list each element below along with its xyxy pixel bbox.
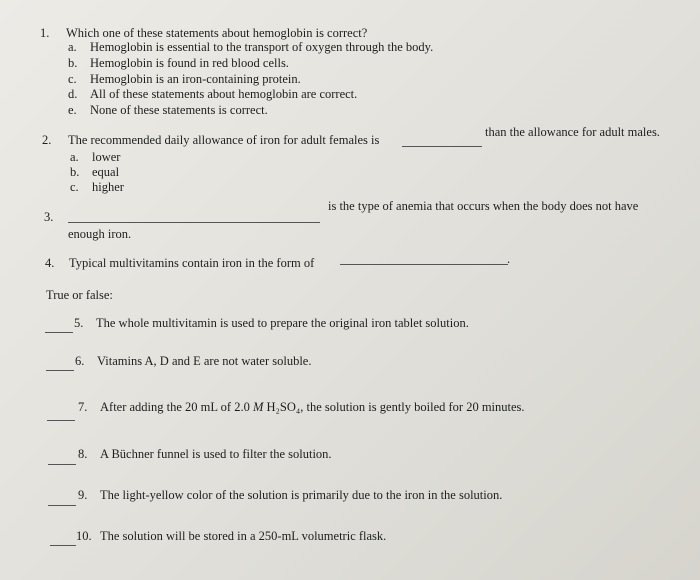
q9-number: 9. bbox=[78, 488, 88, 502]
question-3-number: 3. bbox=[44, 210, 54, 224]
question-2-text-after: than the allowance for adult males. bbox=[485, 125, 660, 139]
q7-text-pre: After adding the 20 mL of 2.0 bbox=[100, 400, 253, 414]
q1-option-e-letter: e. bbox=[68, 103, 77, 117]
question-2-text: The recommended daily allowance of iron for adult females is bbox=[68, 133, 380, 147]
q7-text bbox=[100, 400, 525, 415]
question-3-answer-blank[interactable] bbox=[68, 222, 320, 223]
q5-answer-blank[interactable] bbox=[45, 332, 73, 333]
true-false-heading: True or false: bbox=[46, 288, 113, 302]
q10-text: The solution will be stored in a 250-mL volumetric flask. bbox=[100, 529, 387, 543]
q1-option-a-letter: a. bbox=[68, 40, 77, 54]
q2-option-c-letter: c. bbox=[70, 180, 79, 194]
q1-option-d: All of these statements about hemoglobin are correct. bbox=[90, 87, 358, 101]
q10-number: 10. bbox=[76, 529, 92, 543]
q9-answer-blank[interactable] bbox=[48, 505, 76, 506]
q2-option-a: lower bbox=[92, 150, 121, 164]
question-4-answer-blank[interactable] bbox=[340, 264, 508, 265]
q1-option-c-letter: c. bbox=[68, 72, 77, 86]
q1-option-b: Hemoglobin is found in red blood cells. bbox=[90, 56, 289, 70]
q9-text: The light-yellow color of the solution is primarily due to the iron in the solution. bbox=[100, 488, 503, 502]
q10-answer-blank[interactable] bbox=[50, 545, 76, 546]
q1-option-c: Hemoglobin is an iron-containing protein. bbox=[90, 72, 301, 86]
question-4-period: . bbox=[507, 252, 511, 266]
q7-number: 7. bbox=[78, 400, 88, 414]
question-3-text: is the type of anemia that occurs when the body does not have bbox=[328, 199, 639, 213]
q2-option-b-letter: b. bbox=[70, 165, 80, 179]
q1-option-a: Hemoglobin is essential to the transport of oxygen through the body. bbox=[90, 40, 434, 54]
question-2-answer-blank[interactable] bbox=[402, 146, 482, 147]
question-3-text-continued: enough iron. bbox=[68, 227, 132, 241]
q7-text-post: H₂SO₄, the solution is gently boiled for 20 minutes. bbox=[263, 400, 525, 414]
q7-text-molarity: M bbox=[252, 400, 264, 414]
q5-text: The whole multivitamin is used to prepare the original iron tablet solution. bbox=[96, 316, 469, 330]
q6-text: Vitamins A, D and E are not water soluble. bbox=[97, 354, 312, 368]
q7-answer-blank[interactable] bbox=[47, 420, 75, 421]
question-4-number: 4. bbox=[45, 256, 55, 270]
q5-number: 5. bbox=[74, 316, 84, 330]
q1-option-d-letter: d. bbox=[68, 87, 78, 101]
q6-answer-blank[interactable] bbox=[46, 370, 74, 371]
question-1-number: 1. bbox=[40, 26, 50, 40]
q1-option-e: None of these statements is correct. bbox=[90, 103, 268, 117]
q8-answer-blank[interactable] bbox=[48, 464, 76, 465]
q6-number: 6. bbox=[75, 354, 85, 368]
q2-option-c: higher bbox=[92, 180, 124, 194]
q8-text: A Büchner funnel is used to filter the solution. bbox=[100, 447, 332, 461]
q8-number: 8. bbox=[78, 447, 88, 461]
q1-option-b-letter: b. bbox=[68, 56, 78, 70]
q2-option-b: equal bbox=[92, 165, 120, 179]
q2-option-a-letter: a. bbox=[70, 150, 79, 164]
question-4-text: Typical multivitamins contain iron in the form of bbox=[69, 256, 315, 270]
question-2-number: 2. bbox=[42, 133, 52, 147]
question-1-text: Which one of these statements about hemoglobin is correct? bbox=[66, 26, 368, 40]
